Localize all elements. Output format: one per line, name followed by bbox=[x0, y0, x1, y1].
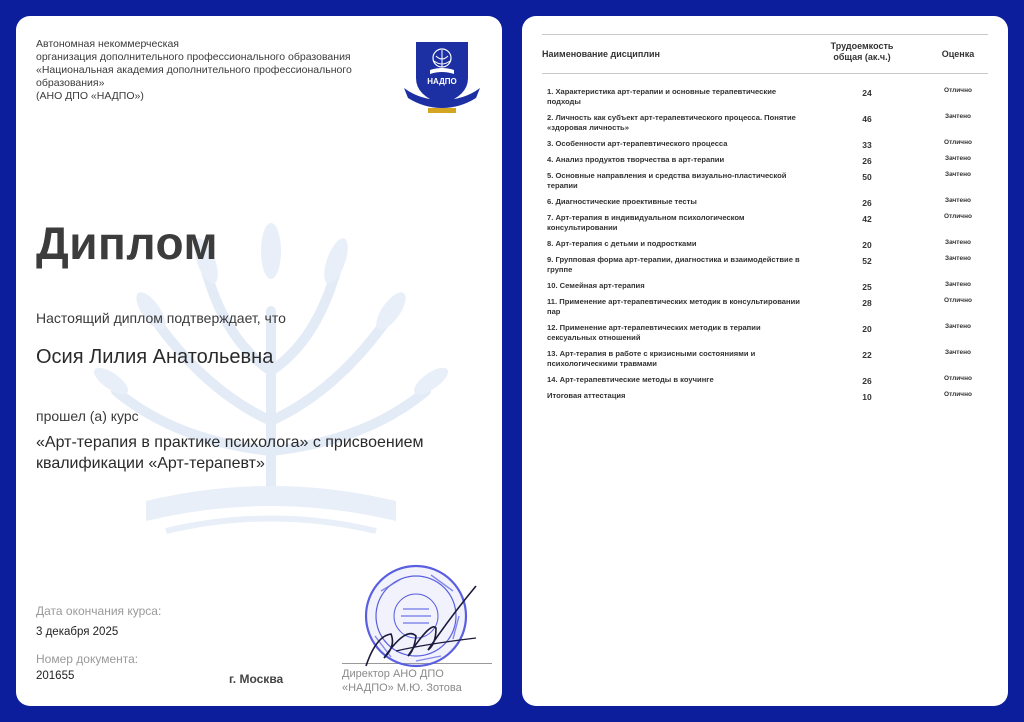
discipline-name: 6. Диагностические проективные тесты bbox=[547, 197, 697, 206]
discipline-grade: Отлично bbox=[944, 391, 972, 398]
discipline-hours: 33 bbox=[862, 140, 872, 150]
discipline-grade: Отлично bbox=[944, 87, 972, 94]
discipline-hours: 26 bbox=[862, 376, 872, 386]
discipline-name: 9. Групповая форма арт-терапии, диагностика и взаимодействие в группе bbox=[547, 255, 800, 274]
discipline-grade: Зачтено bbox=[945, 113, 971, 120]
discipline-name: 2. Личность как субъект арт-терапевтического процесса. Понятие «здоровая личность» bbox=[547, 113, 796, 132]
discipline-name: 1. Характеристика арт-терапии и основные терапевтические подходы bbox=[547, 87, 777, 106]
discipline-hours: 20 bbox=[862, 240, 872, 250]
discipline-name: 7. Арт-терапия в индивидуальном психологическом консультировании bbox=[547, 213, 745, 232]
discipline-grade: Зачтено bbox=[945, 349, 971, 356]
table-row bbox=[542, 296, 988, 322]
table-row bbox=[542, 112, 988, 138]
discipline-hours: 10 bbox=[862, 392, 872, 402]
table-row bbox=[542, 170, 988, 196]
discipline-grade: Зачтено bbox=[945, 197, 971, 204]
discipline-hours: 26 bbox=[862, 198, 872, 208]
diploma-grades-page bbox=[522, 16, 1008, 706]
table-row bbox=[542, 254, 988, 280]
discipline-hours: 22 bbox=[862, 350, 872, 360]
passed-text: прошел (а) курс bbox=[36, 408, 139, 424]
director-line-1: Директор АНО ДПО bbox=[342, 668, 444, 680]
nadpo-logo bbox=[400, 36, 484, 116]
discipline-hours: 46 bbox=[862, 114, 872, 124]
page-title: Диплом bbox=[36, 217, 218, 269]
discipline-grade: Зачтено bbox=[945, 239, 971, 246]
doc-number: 201655 bbox=[36, 670, 75, 682]
table-row bbox=[542, 86, 988, 112]
discipline-name: 11. Применение арт-терапевтических методик в консультировании пар bbox=[547, 297, 800, 316]
discipline-grade: Отлично bbox=[944, 375, 972, 382]
table-row bbox=[542, 348, 988, 374]
discipline-name: 14. Арт-терапевтические методы в коучинге bbox=[547, 375, 714, 384]
col-hours-header: Трудоемкость общая (ак.ч.) bbox=[830, 41, 894, 62]
table-header bbox=[542, 34, 988, 74]
discipline-grade: Зачтено bbox=[945, 323, 971, 330]
table-row bbox=[542, 196, 988, 212]
table-row bbox=[542, 374, 988, 390]
course-name: «Арт-терапия в практике психолога» с присвоением квалификации «Арт-терапевт» bbox=[36, 434, 424, 472]
col-discipline-header: Наименование дисциплин bbox=[542, 49, 660, 59]
discipline-hours: 42 bbox=[862, 214, 872, 224]
doc-number-label: Номер документа: bbox=[36, 652, 139, 666]
logo-text: НАДПО bbox=[427, 77, 457, 86]
discipline-hours: 24 bbox=[862, 88, 872, 98]
table-row bbox=[542, 238, 988, 254]
director-signature bbox=[336, 576, 496, 676]
discipline-hours: 26 bbox=[862, 156, 872, 166]
disciplines-table bbox=[542, 86, 988, 406]
col-grade-header: Оценка bbox=[941, 49, 975, 59]
discipline-hours: 20 bbox=[862, 324, 872, 334]
city: г. Москва bbox=[229, 672, 284, 686]
discipline-name: 12. Применение арт-терапевтических методик в терапии сексуальных отношений bbox=[547, 323, 761, 342]
discipline-hours: 28 bbox=[862, 298, 872, 308]
diploma-front-page bbox=[16, 16, 502, 706]
discipline-hours: 52 bbox=[862, 256, 872, 266]
discipline-grade: Зачтено bbox=[945, 255, 971, 262]
discipline-name: 10. Семейная арт-терапия bbox=[547, 281, 645, 290]
discipline-hours: 50 bbox=[862, 172, 872, 182]
discipline-name: 8. Арт-терапия с детьми и подростками bbox=[547, 239, 697, 248]
table-row bbox=[542, 154, 988, 170]
confirm-text: Настоящий диплом подтверждает, что bbox=[36, 310, 286, 326]
organization-name: Автономная некоммерческая организация дополнительного профессионального образования «Национальная академия дополнительного профессионального образования» (АНО ДПО «НАДПО») bbox=[36, 38, 352, 102]
table-row bbox=[542, 390, 988, 406]
table-row bbox=[542, 138, 988, 154]
discipline-name: 3. Особенности арт-терапевтического процесса bbox=[547, 139, 728, 148]
table-row bbox=[542, 322, 988, 348]
discipline-grade: Зачтено bbox=[945, 281, 971, 288]
discipline-name: 5. Основные направления и средства визуально-пластической терапии bbox=[547, 171, 787, 190]
discipline-grade: Отлично bbox=[944, 213, 972, 220]
discipline-name: 4. Анализ продуктов творчества в арт-терапии bbox=[547, 155, 725, 164]
discipline-grade: Отлично bbox=[944, 297, 972, 304]
end-date: 3 декабря 2025 bbox=[36, 626, 119, 638]
discipline-grade: Зачтено bbox=[945, 171, 971, 178]
discipline-name: Итоговая аттестация bbox=[547, 391, 626, 400]
person-name: Осия Лилия Анатольевна bbox=[36, 346, 274, 368]
table-row bbox=[542, 212, 988, 238]
director-line-2: «НАДПО» М.Ю. Зотова bbox=[342, 682, 462, 694]
discipline-name: 13. Арт-терапия в работе с кризисными состояниями и психологическими травмами bbox=[547, 349, 756, 368]
discipline-grade: Зачтено bbox=[945, 155, 971, 162]
table-row bbox=[542, 280, 988, 296]
discipline-hours: 25 bbox=[862, 282, 872, 292]
end-date-label: Дата окончания курса: bbox=[36, 604, 162, 618]
discipline-grade: Отлично bbox=[944, 139, 972, 146]
